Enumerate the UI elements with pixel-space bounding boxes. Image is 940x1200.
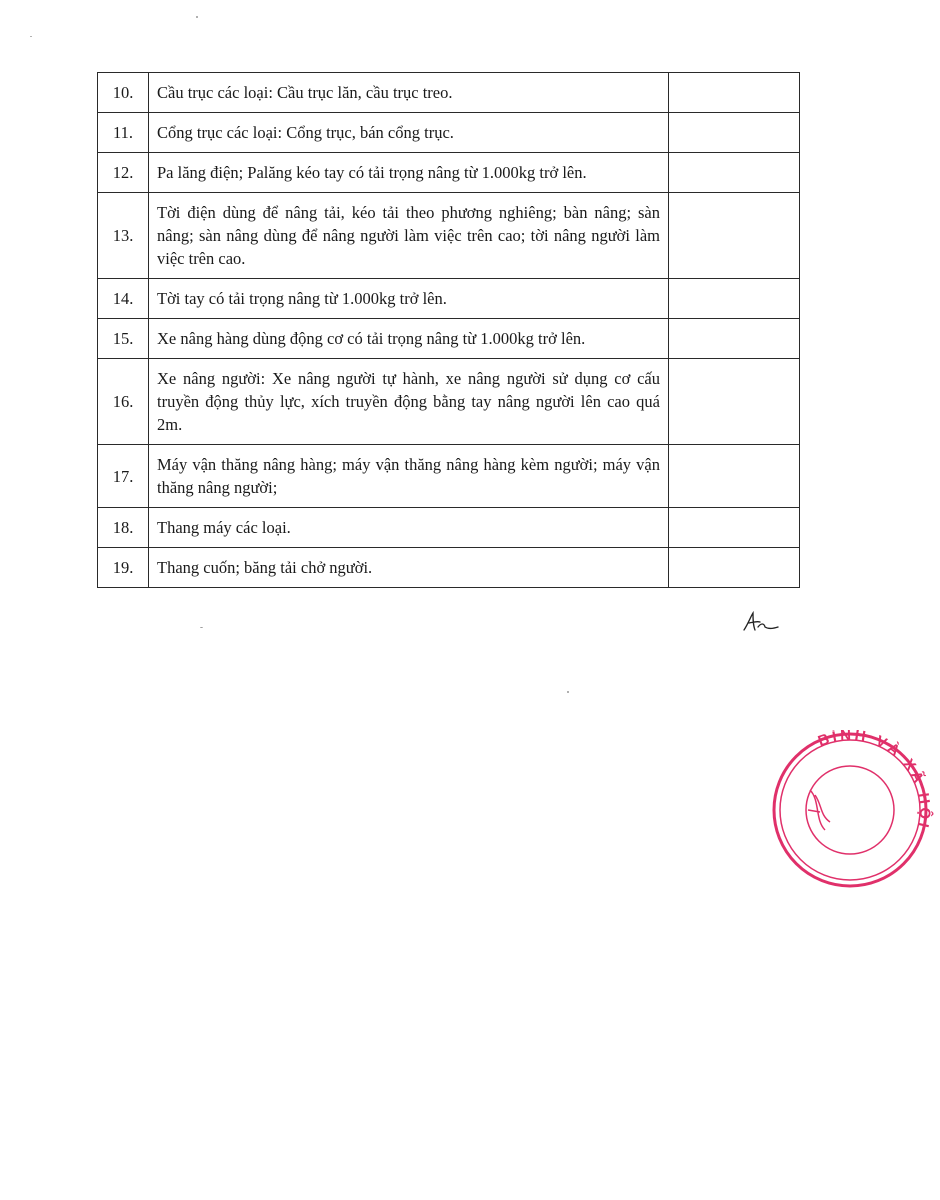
scan-speck: [567, 691, 569, 693]
equipment-table: [97, 72, 800, 588]
row-number: 14.: [98, 279, 149, 319]
table-row: [98, 193, 800, 279]
equipment-description: Máy vận thăng nâng hàng; máy vận thăng nâng hàng kèm người; máy vận thăng nâng người;: [149, 445, 669, 508]
empty-cell: [669, 445, 800, 508]
equipment-description: Thang máy các loại.: [149, 508, 669, 548]
row-number: 15.: [98, 319, 149, 359]
empty-cell: [669, 508, 800, 548]
row-number: 16.: [98, 359, 149, 445]
row-number: 12.: [98, 153, 149, 193]
row-number: 18.: [98, 508, 149, 548]
table-row: [98, 279, 800, 319]
handwritten-initials: [740, 610, 780, 634]
scan-speck: [30, 36, 32, 37]
empty-cell: [669, 548, 800, 588]
empty-cell: [669, 359, 800, 445]
row-number: 19.: [98, 548, 149, 588]
empty-cell: [669, 153, 800, 193]
svg-text:BÌNH VÀ XÃ HỘI: [816, 730, 935, 832]
empty-cell: [669, 279, 800, 319]
table-row: [98, 359, 800, 445]
table-row: [98, 548, 800, 588]
empty-cell: [669, 319, 800, 359]
official-seal-stamp: [760, 730, 934, 890]
equipment-description: Xe nâng người: Xe nâng người tự hành, xe nâng người sử dụng cơ cấu truyền động thủy lực, xích truyền động bằng tay nâng người lên cao quá 2m.: [149, 359, 669, 445]
table-row: [98, 508, 800, 548]
row-number: 11.: [98, 113, 149, 153]
table-row: [98, 153, 800, 193]
equipment-description: Pa lăng điện; Palăng kéo tay có tải trọng nâng từ 1.000kg trở lên.: [149, 153, 669, 193]
table-row: [98, 113, 800, 153]
row-number: 17.: [98, 445, 149, 508]
seal-text: BÌNH VÀ XÃ HỘI: [815, 730, 934, 832]
table-row: [98, 319, 800, 359]
equipment-description: Tời tay có tải trọng nâng từ 1.000kg trở lên.: [149, 279, 669, 319]
equipment-description: Tời điện dùng để nâng tải, kéo tải theo phương nghiêng; bàn nâng; sàn nâng; sàn nâng dùng để nâng người làm việc trên cao; tời nâng người làm việc trên cao.: [149, 193, 669, 279]
equipment-description: Cầu trục các loại: Cầu trục lăn, cầu trục treo.: [149, 73, 669, 113]
equipment-description: Thang cuốn; băng tải chở người.: [149, 548, 669, 588]
empty-cell: [669, 73, 800, 113]
equipment-description: Xe nâng hàng dùng động cơ có tải trọng nâng từ 1.000kg trở lên.: [149, 319, 669, 359]
scan-speck: [196, 16, 198, 18]
empty-cell: [669, 113, 800, 153]
row-number: 10.: [98, 73, 149, 113]
equipment-description: Cổng trục các loại: Cổng trục, bán cổng trục.: [149, 113, 669, 153]
table-row: [98, 445, 800, 508]
table-row: [98, 73, 800, 113]
table-body: [98, 73, 800, 588]
row-number: 13.: [98, 193, 149, 279]
empty-cell: [669, 193, 800, 279]
scan-speck: [200, 627, 203, 628]
